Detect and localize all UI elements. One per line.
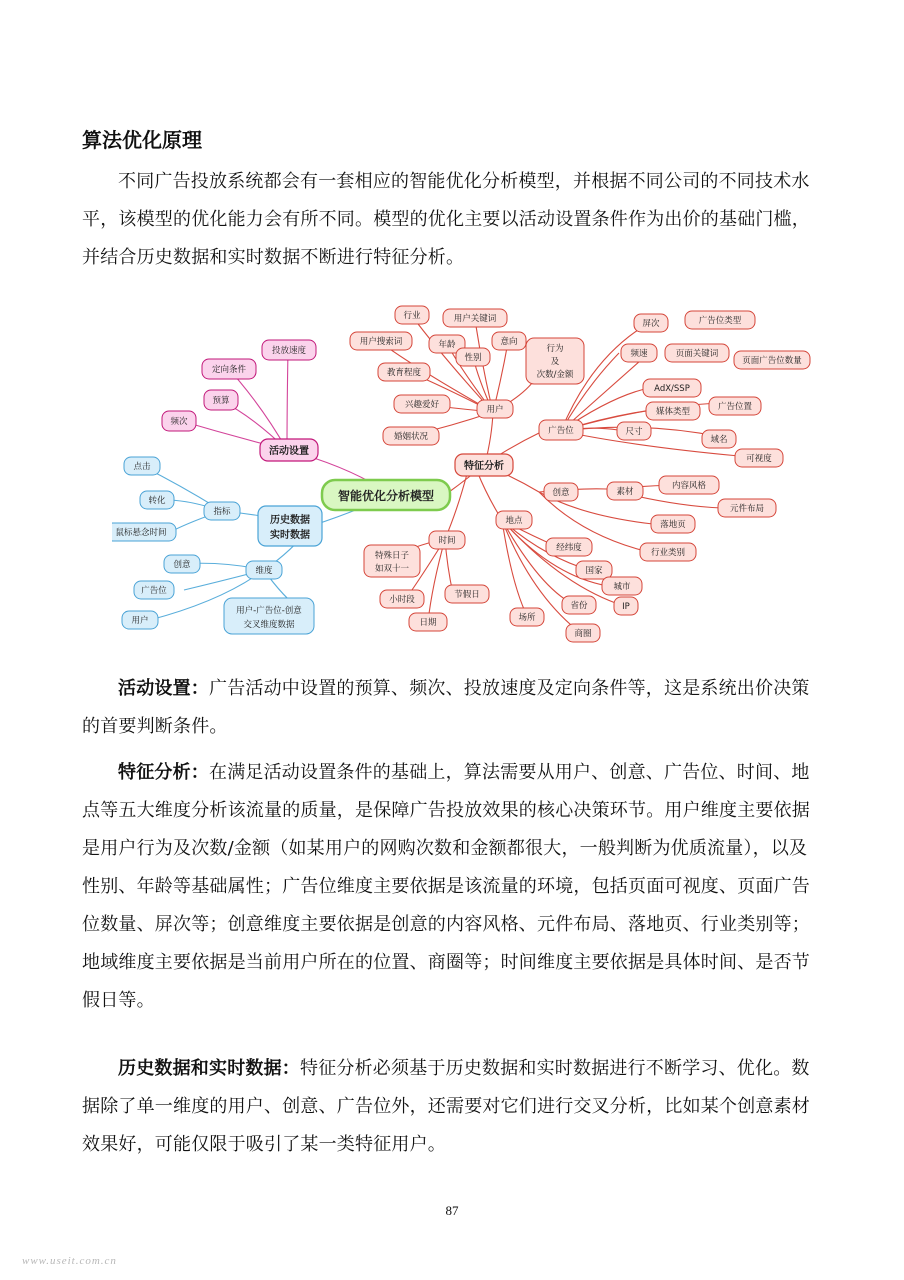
svg-text:定向条件: 定向条件: [211, 365, 247, 375]
feature-node: [455, 454, 513, 476]
activity-paragraph: [82, 670, 822, 746]
time-child-node: [445, 585, 489, 603]
time-special-node: [364, 545, 420, 577]
dimension-node: [246, 561, 282, 579]
svg-text:国家: 国家: [585, 566, 603, 576]
svg-text:用户-广告位-创意: 用户-广告位-创意: [236, 606, 302, 616]
creative-node: [544, 483, 578, 501]
svg-text:投放速度: 投放速度: [271, 346, 307, 356]
slot-child-node: [734, 351, 810, 369]
feature-body: 在满足活动设置条件的基础上，算法需要从用户、创意、广告位、时间、地点等五大维度分析该流量的质量，是保障广告投放效果的核心决策环节。用户维度主要依据是用户行为及次数/金额（如某用户的网购次数和金额都很大，一般判断为优质流量），以及性别、年龄等基础属性；广告位维度主要依据是该流量的环境，包括页面可视度、页面广告位数量、屏次等；创意维度主要依据是创意的内容风格、元件布局、落地页、行业类别等；地域维度主要依据是当前用户所在的位置、商圈等；时间维度主要依据是具体时间、是否节假日等。: [82, 762, 810, 1011]
svg-text:维度: 维度: [255, 566, 273, 576]
metric-node: [204, 502, 240, 520]
svg-text:经纬度: 经纬度: [556, 543, 582, 553]
svg-text:商圈: 商圈: [574, 629, 592, 639]
svg-text:尺寸: 尺寸: [625, 427, 643, 437]
creative-child-node: [659, 476, 719, 494]
page-title: 算法优化原理: [82, 128, 202, 152]
svg-text:如双十一: 如双十一: [374, 564, 410, 574]
svg-text:鼠标悬念时间: 鼠标悬念时间: [115, 528, 167, 538]
svg-text:年龄: 年龄: [438, 340, 456, 350]
slot-child-node: [665, 344, 729, 362]
svg-text:婚姻状况: 婚姻状况: [393, 432, 429, 442]
svg-text:广告位: 广告位: [141, 586, 167, 596]
user-node: [477, 400, 513, 418]
activity-body: 广告活动中设置的预算、频次、投放速度及定向条件等，这是系统出价决策的首要判断条件。: [82, 678, 810, 737]
history-paragraph: [82, 1050, 822, 1164]
svg-text:创意: 创意: [552, 488, 570, 498]
svg-text:教育程度: 教育程度: [386, 368, 422, 378]
svg-text:实时数据: 实时数据: [270, 530, 310, 541]
svg-text:频速: 频速: [630, 349, 648, 359]
svg-text:行业: 行业: [403, 311, 421, 321]
dimension-child-node: [122, 611, 158, 629]
svg-text:节假日: 节假日: [454, 590, 480, 600]
svg-text:点击: 点击: [133, 462, 151, 472]
feature-paragraph: [82, 754, 822, 1020]
location-child-node: [510, 608, 544, 626]
svg-text:用户搜索词: 用户搜索词: [359, 337, 403, 347]
svg-text:AdX/SSP: AdX/SSP: [654, 384, 690, 394]
intro-paragraph: 不同广告投放系统都会有一套相应的智能优化分析模型，并根据不同公司的不同技术水平，该模型的优化能力会有所不同。模型的优化主要以活动设置条件作为出价的基础门槛，并结合历史数据和实时数据不断进行特征分析。: [82, 171, 810, 268]
svg-text:广告位置: 广告位置: [717, 402, 753, 412]
slot-child-node: [735, 449, 783, 467]
page-number: 87: [445, 1203, 459, 1218]
svg-text:转化: 转化: [148, 496, 166, 506]
svg-text:频次: 频次: [170, 417, 188, 427]
svg-text:创意: 创意: [173, 560, 191, 570]
time-child-node: [380, 590, 424, 608]
svg-text:特征分析: 特征分析: [464, 461, 504, 472]
user-child-node: [378, 363, 430, 381]
svg-text:交叉维度数据: 交叉维度数据: [243, 620, 295, 630]
slot-child-node: [643, 379, 701, 397]
svg-text:次数/金额: 次数/金额: [536, 370, 574, 380]
location-child-node: [546, 538, 592, 556]
svg-text:指标: 指标: [213, 507, 231, 517]
svg-text:日期: 日期: [419, 618, 437, 628]
svg-text:特殊日子: 特殊日子: [374, 551, 410, 561]
dimension-child-node: [134, 581, 174, 599]
slot-child-node: [685, 311, 755, 329]
svg-text:活动设置: 活动设置: [269, 446, 309, 457]
metric-child-node: [140, 491, 174, 509]
cross-dimension-node: [224, 598, 314, 634]
svg-text:元件布局: 元件布局: [729, 504, 765, 514]
activity-node: [260, 439, 318, 461]
svg-text:媒体类型: 媒体类型: [655, 407, 691, 417]
activity-child-node: [202, 359, 256, 379]
user-child-node: [456, 348, 490, 366]
activity-child-node: [262, 340, 316, 360]
history-body: 特征分析必须基于历史数据和实时数据进行不断学习、优化。数据除了单一维度的用户、创意、广告位外，还需要对它们进行交叉分析，比如某个创意素材效果好，可能仅限于吸引了某一类特征用户。: [82, 1058, 810, 1155]
svg-text:可视度: 可视度: [746, 454, 772, 464]
activity-child-node: [204, 390, 238, 410]
svg-text:用户: 用户: [131, 616, 149, 626]
location-child-node: [562, 596, 596, 614]
svg-text:页面关键词: 页面关键词: [675, 349, 719, 359]
location-child-node: [614, 597, 638, 615]
svg-text:页面广告位数量: 页面广告位数量: [742, 356, 802, 366]
svg-text:落地页: 落地页: [660, 520, 686, 530]
svg-text:时间: 时间: [438, 536, 456, 546]
user-child-node: [443, 309, 507, 327]
svg-text:及: 及: [550, 357, 560, 367]
svg-text:IP: IP: [622, 602, 630, 612]
location-child-node: [576, 561, 612, 579]
svg-text:广告位: 广告位: [548, 426, 574, 436]
time-node: [429, 531, 465, 549]
svg-text:场所: 场所: [518, 613, 536, 623]
svg-text:用户关键词: 用户关键词: [453, 314, 497, 324]
feature-term: 特征分析：: [118, 762, 209, 783]
creative-child-node: [718, 499, 776, 517]
time-child-node: [409, 613, 447, 631]
user-behavior-node: [526, 338, 584, 384]
svg-text:城市: 城市: [613, 582, 631, 592]
svg-text:小时段: 小时段: [389, 595, 415, 605]
watermark: www.useit.com.cn: [22, 1255, 117, 1267]
svg-text:广告位类型: 广告位类型: [698, 316, 742, 326]
history-node: [258, 506, 322, 546]
metric-child-node: [124, 457, 160, 475]
slot-child-node: [617, 422, 651, 440]
creative-child-node: [640, 543, 696, 561]
creative-child-node: [651, 515, 695, 533]
svg-text:行为: 行为: [546, 344, 564, 354]
svg-text:内容风格: 内容风格: [671, 481, 707, 491]
user-child-node: [394, 395, 450, 413]
slot-node: [539, 420, 583, 440]
location-child-node: [602, 577, 642, 595]
svg-text:用户: 用户: [486, 405, 504, 415]
user-child-node: [350, 332, 412, 350]
slot-child-node: [709, 397, 761, 415]
svg-text:省份: 省份: [570, 601, 588, 611]
user-child-node: [383, 427, 439, 445]
user-child-node: [395, 306, 429, 324]
svg-text:素材: 素材: [616, 487, 634, 497]
svg-text:历史数据: 历史数据: [270, 515, 310, 526]
location-node: [496, 511, 532, 529]
svg-text:域名: 域名: [710, 435, 728, 445]
history-term: 历史数据和实时数据：: [118, 1058, 300, 1079]
slot-child-node: [634, 314, 668, 332]
activity-child-node: [162, 411, 196, 431]
mindmap-center-node: [322, 480, 450, 510]
mindmap-diagram: [112, 296, 812, 646]
slot-child-node: [646, 402, 700, 420]
user-child-node: [492, 332, 526, 350]
activity-term: 活动设置：: [118, 678, 209, 699]
svg-text:屏次: 屏次: [642, 319, 660, 329]
svg-text:行业类别: 行业类别: [650, 548, 686, 558]
metric-child-node: [112, 523, 176, 541]
slot-child-node: [621, 344, 657, 362]
svg-text:性别: 性别: [464, 353, 482, 363]
creative-child-node: [607, 482, 643, 500]
svg-text:预算: 预算: [212, 396, 230, 406]
svg-text:地点: 地点: [505, 516, 523, 526]
slot-child-node: [702, 430, 736, 448]
svg-text:兴趣爱好: 兴趣爱好: [404, 400, 440, 410]
location-child-node: [566, 624, 600, 642]
svg-text:意向: 意向: [500, 337, 518, 347]
dimension-child-node: [164, 555, 200, 573]
center-label: 智能优化分析模型: [337, 489, 435, 503]
